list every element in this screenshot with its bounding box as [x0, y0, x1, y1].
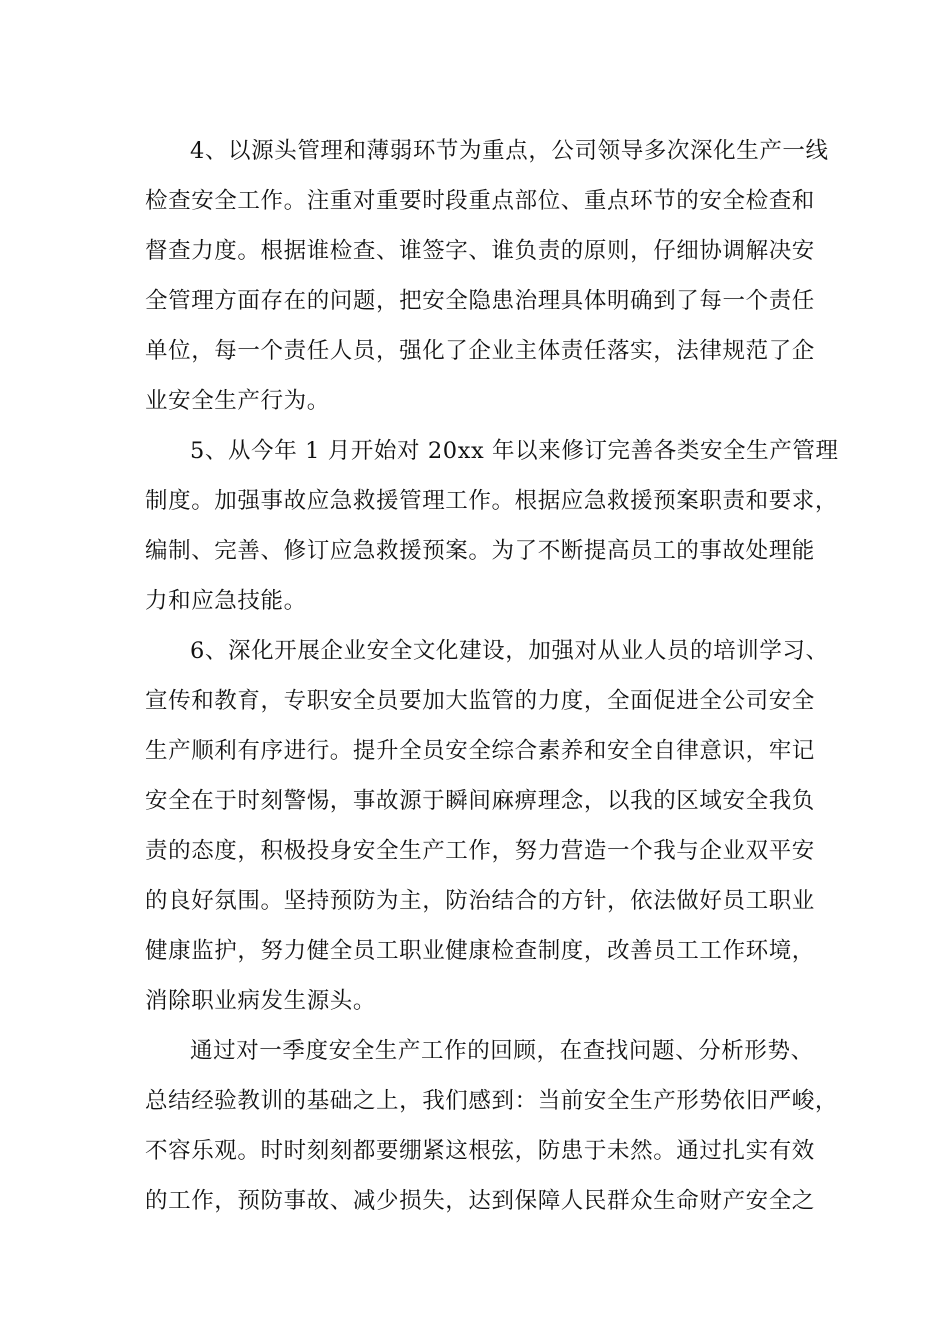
text-line: 督查力度。根据谁检查、谁签字、谁负责的原则，仔细协调解决安: [145, 238, 815, 264]
text-line: 力和应急技能。: [145, 588, 307, 614]
text-line: 生产顺利有序进行。提升全员安全综合素养和安全自律意识，牢记: [145, 738, 815, 764]
text-line: 业安全生产行为。: [145, 388, 330, 414]
text-line: 安全在于时刻警惕，事故源于瞬间麻痹理念，以我的区域安全我负: [145, 788, 815, 814]
text-line: 的良好氛围。坚持预防为主，防治结合的方针，依法做好员工职业: [145, 888, 815, 914]
text-line: 不容乐观。时时刻刻都要绷紧这根弦，防患于未然。通过扎实有效: [145, 1138, 815, 1164]
text-line: 宣传和教育，专职安全员要加大监管的力度，全面促进全公司安全: [145, 688, 815, 714]
text-line: 的工作，预防事故、减少损失，达到保障人民群众生命财产安全之: [145, 1188, 815, 1214]
text-line: 4、以源头管理和薄弱环节为重点，公司领导多次深化生产一线: [190, 138, 829, 164]
text-line: 编制、完善、修订应急救援预案。为了不断提高员工的事故处理能: [145, 538, 815, 564]
text-line: 责的态度，积极投身安全生产工作，努力营造一个我与企业双平安: [145, 838, 815, 864]
text-line: 总结经验教训的基础之上，我们感到：当前安全生产形势依旧严峻，: [145, 1088, 839, 1114]
text-line: 健康监护，努力健全员工职业健康检查制度，改善员工工作环境，: [145, 938, 815, 964]
text-line: 单位，每一个责任人员，强化了企业主体责任落实，法律规范了企: [145, 338, 815, 364]
text-line: 检查安全工作。注重对重要时段重点部位、重点环节的安全检查和: [145, 188, 815, 214]
text-line: 通过对一季度安全生产工作的回顾，在查找问题、分析形势、: [190, 1038, 814, 1064]
text-line: 制度。加强事故应急救援管理工作。根据应急救援预案职责和要求，: [145, 488, 839, 514]
text-line: 消除职业病发生源头。: [145, 988, 377, 1014]
text-line: 5、从今年 1 月开始对 20xx 年以来修订完善各类安全生产管理: [190, 438, 839, 464]
text-line: 全管理方面存在的问题，把安全隐患治理具体明确到了每一个责任: [145, 288, 815, 314]
text-line: 6、深化开展企业安全文化建设，加强对从业人员的培训学习、: [190, 638, 829, 664]
